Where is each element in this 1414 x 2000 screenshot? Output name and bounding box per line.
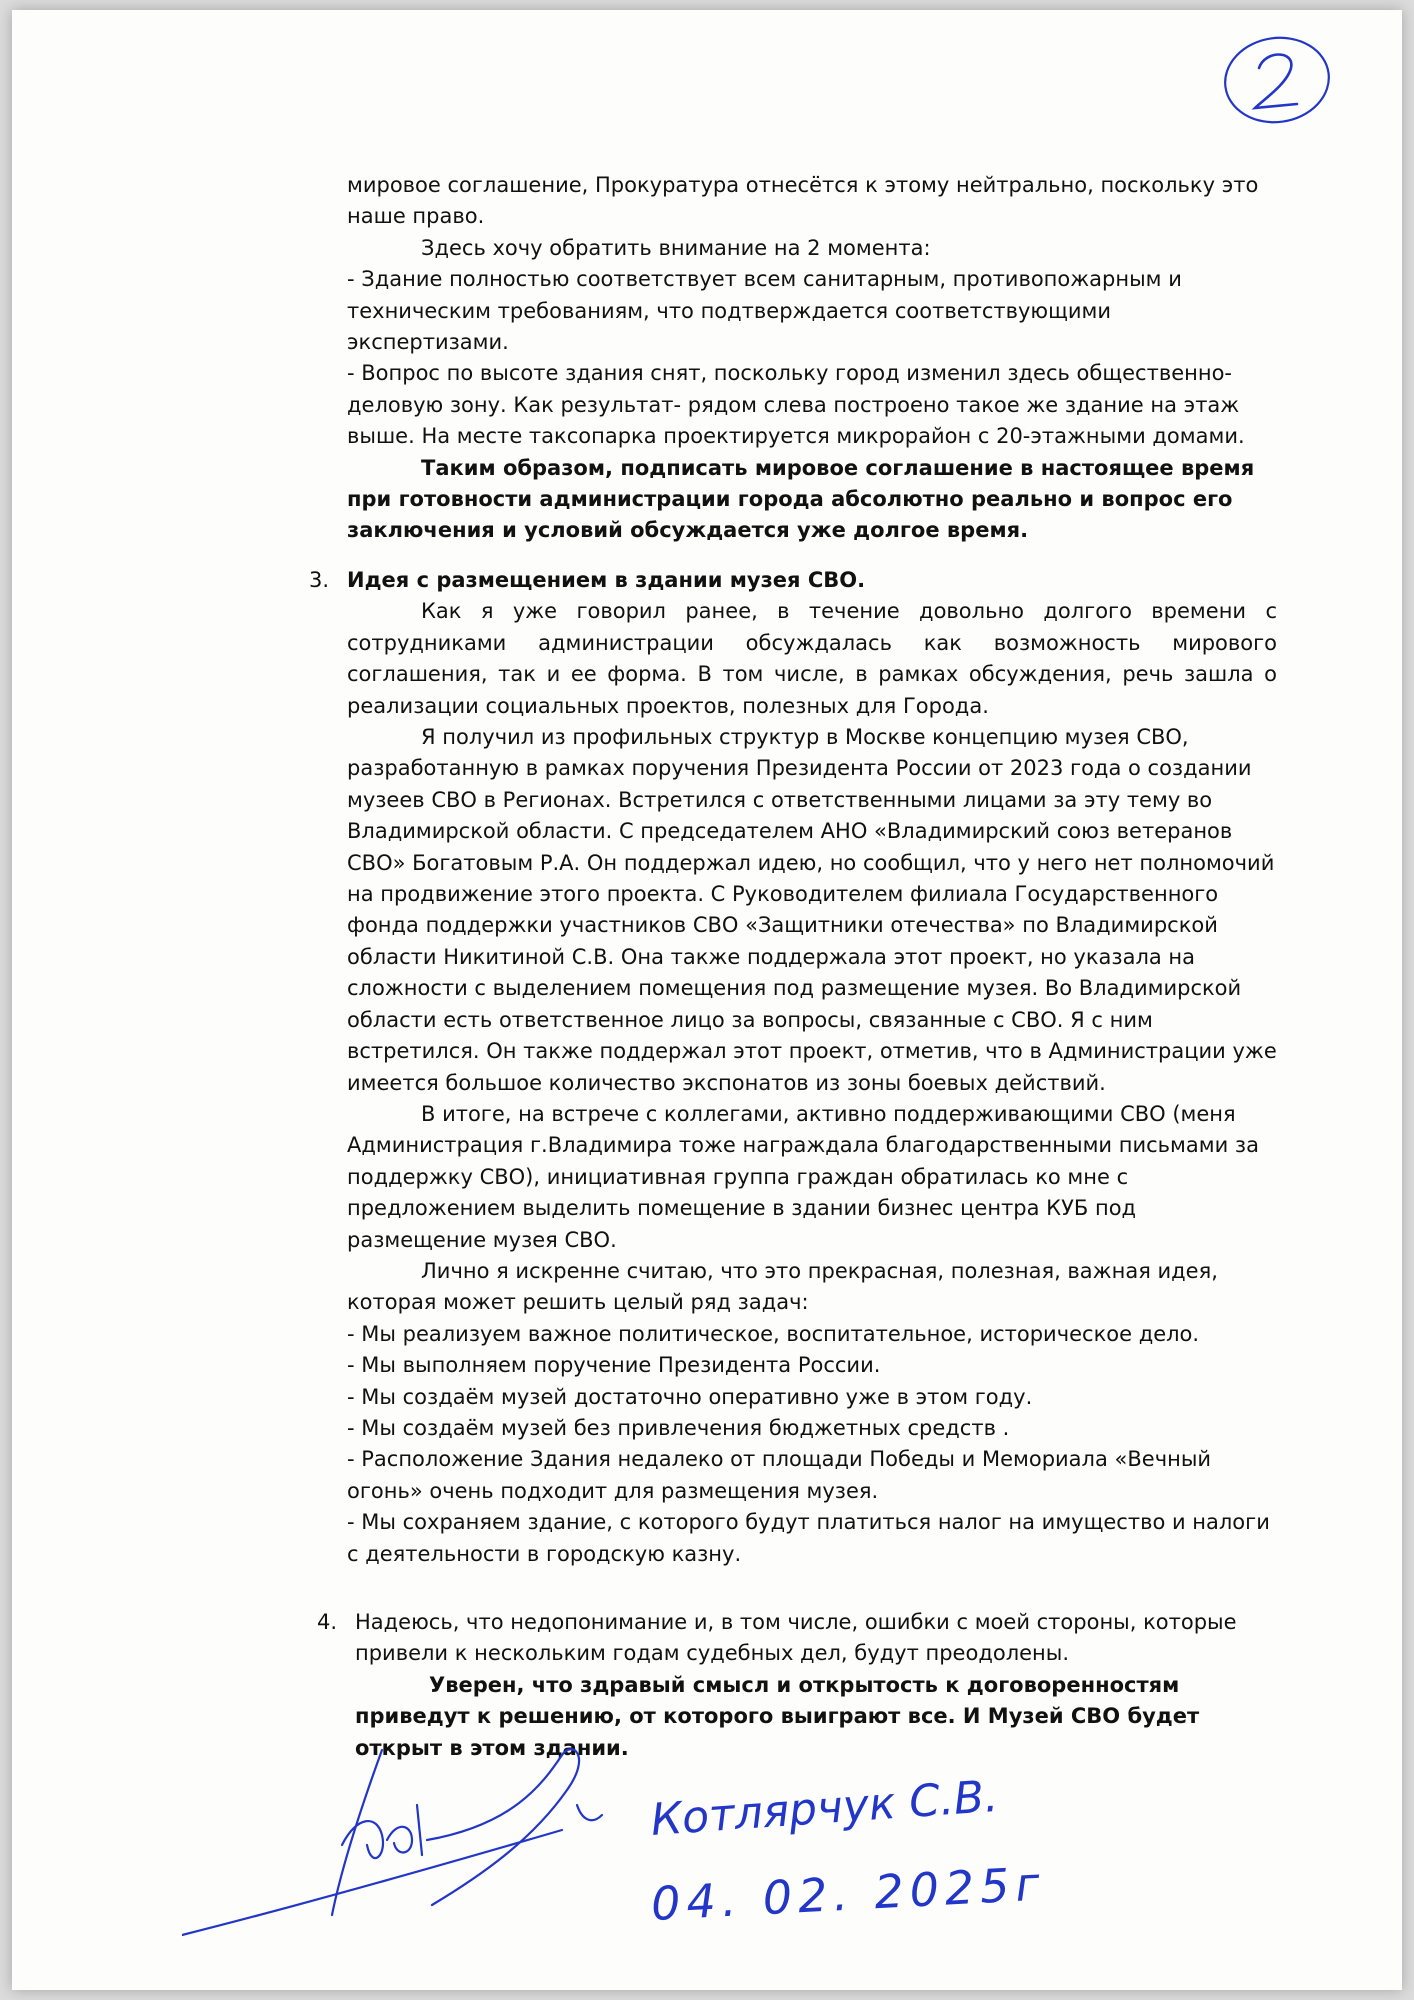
bullet-item: - Мы реализуем важное политическое, воспитательное, историческое дело.: [347, 1321, 1200, 1346]
bullet-item: - Мы выполняем поручение Президента России.: [347, 1353, 881, 1378]
section-3: [309, 565, 1277, 1570]
document-page: [12, 10, 1402, 1990]
section-4: [317, 1607, 1285, 1764]
signature-name: Котлярчук С.В.: [649, 1770, 1000, 1846]
paragraph: Надеюсь, что недопонимание и, в том числе, ошибки с моей стороны, которые привели к нескольким годам судебных дел, будут преодолены.: [355, 1610, 1237, 1666]
section-3-heading-row: [309, 565, 1277, 596]
section-heading: Идея с размещением в здании музея СВО.: [347, 568, 866, 592]
bullet-item: - Здание полностью соответствует всем санитарным, противопожарным и техническим требованиям, что подтверждается соответствующими экспертизами.: [347, 267, 1182, 355]
bullet-item: - Мы создаём музей без привлечения бюджетных средств .: [347, 1415, 1010, 1440]
paragraph: В итоге, на встрече с коллегами, активно поддерживающими СВО (меня Администрация г.Владимира тоже награждала благодарственными письмами за поддержку СВО), инициативная группа граждан обратилась ко мне с предложением выделить помещение в здании бизнес центра КУБ под размещение музея СВО.: [347, 1101, 1259, 1252]
bullet-item: - Мы создаём музей достаточно оперативно уже в этом году.: [347, 1384, 1033, 1409]
bold-conclusion: Уверен, что здравый смысл и открытость к договоренностям приведут к решению, от которого выиграют все. И Музей СВО будет открыт в этом здании.: [355, 1672, 1200, 1760]
paragraph: Лично я искренне считаю, что это прекрасная, полезная, важная идея, которая может решить целый ряд задач:: [347, 1258, 1218, 1315]
bullet-item: - Расположение Здания недалеко от площади Победы и Мемориала «Вечный огонь» очень подходит для размещения музея.: [347, 1447, 1212, 1503]
paragraph: Я получил из профильных структур в Москве концепцию музея СВО, разработанную в рамках поручения Президента России от 2023 года о создании музеев СВО в Регионах. Встретился с ответственными лицами за эту тему во Владимирской области. С председателем АНО «Владимирский союз ветеранов СВО» Богатовым Р.А. Он поддержал идею, но сообщил, что у него нет полномочий на продвижение этого проекта. С Руководителем филиала Государственного фонда поддержки участников СВО «Защитники отечества» по Владимирской области Никитиной С.В. Она также поддержала этот проект, но указала на сложности с выделением помещения под размещение музея. Во Владимирской области есть ответственное лицо за вопросы, связанные с СВО. Я с ним встретился. Он также поддержал этот проект, отметив, что в Администрации уже имеется большое количество экспонатов из зоны боевых действий.: [347, 725, 1277, 1095]
section-top: [347, 170, 1277, 547]
paragraph-line: мировое соглашение, Прокуратура отнесётся к этому нейтрально, поскольку это: [347, 173, 1259, 197]
bold-conclusion: Таким образом, подписать мировое соглашение в настоящее время при готовности администрации города абсолютно реально и вопрос его заключения и условий обсуждается уже долгое время.: [347, 455, 1255, 543]
page-number-glyph: [1255, 55, 1297, 109]
signature-area: [182, 1745, 1292, 1960]
bullet-item: - Вопрос по высоте здания снят, поскольку город изменил здесь общественно-деловую зону. Как результат- рядом слева построено такое же здание на этаж выше. На месте таксопарка проектируется микрорайон с 20-этажными домами.: [347, 361, 1245, 449]
signature-date: 04. 02. 2025г: [649, 1856, 1047, 1931]
page-number-circle: [1217, 28, 1337, 128]
bullet-item: - Мы сохраняем здание, с которого будут платиться налог на имущество и налоги с деятельности в городскую казну.: [347, 1510, 1270, 1566]
paragraph: Как я уже говорил ранее, в течение довольно долгого времени с сотрудниками администрации обсуждалась как возможность мирового соглашения, так и ее форма. В том числе, в рамках обсуждения, речь зашла о реализации социальных проектов, полезных для Города.: [347, 599, 1277, 718]
signature-scribble: [182, 1749, 602, 1935]
section-number: 4.: [317, 1610, 338, 1634]
paragraph-line: наше право.: [347, 204, 485, 229]
section-4-row: [317, 1607, 1285, 1670]
paragraph: Здесь хочу обратить внимание на 2 момента:: [421, 235, 931, 260]
section-number: 3.: [309, 568, 330, 592]
